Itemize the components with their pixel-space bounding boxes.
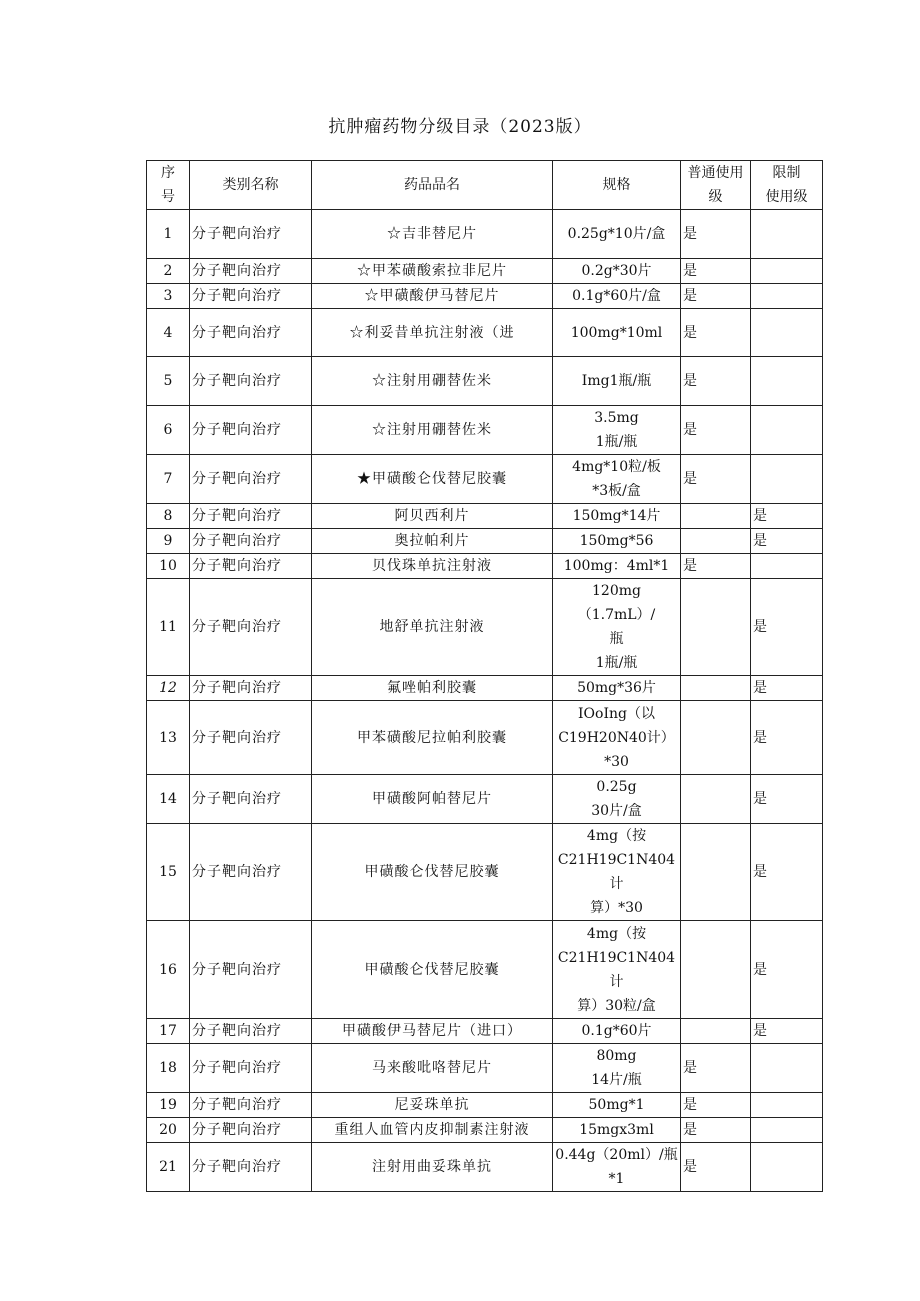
table-row [147,775,823,824]
table-row [147,259,823,284]
category-cell: 分子靶向治疗 [190,504,312,529]
restricted-level-cell: 是 [751,504,823,529]
category-cell: 分子靶向治疗 [190,1118,312,1143]
category-cell: 分子靶向治疗 [190,284,312,309]
row-number: 11 [147,579,190,676]
drug-name-cell: 甲磺酸仑伐替尼胶囊 [312,824,553,921]
spec-cell: 0.25g 30片/盒 [553,775,681,824]
row-number: 10 [147,554,190,579]
general-level-cell [681,921,751,1019]
category-cell: 分子靶向治疗 [190,1093,312,1118]
drug-name-cell: 阿贝西利片 [312,504,553,529]
row-number: 4 [147,309,190,357]
restricted-level-cell [751,309,823,357]
spec-cell: Img1瓶/瓶 [553,357,681,406]
restricted-level-cell [751,1044,823,1093]
drug-name-cell: ☆甲磺酸伊马替尼片 [312,284,553,309]
drug-name-cell: 甲磺酸仑伐替尼胶囊 [312,921,553,1019]
row-number: 21 [147,1143,190,1192]
category-cell: 分子靶向治疗 [190,210,312,259]
spec-cell: 50mg*36片 [553,676,681,701]
category-cell: 分子靶向治疗 [190,921,312,1019]
table-row [147,357,823,406]
row-number: 1 [147,210,190,259]
restricted-level-cell: 是 [751,579,823,676]
general-level-cell: 是 [681,1044,751,1093]
spec-cell: 0.1g*60片/盒 [553,284,681,309]
drug-name-cell: ☆利妥昔单抗注射液（进 [312,309,553,357]
row-number: 15 [147,824,190,921]
row-number: 8 [147,504,190,529]
table-row [147,1118,823,1143]
spec-cell: 4mg*10粒/板 *3板/盒 [553,455,681,504]
category-cell: 分子靶向治疗 [190,775,312,824]
spec-cell: 150mg*14片 [553,504,681,529]
category-cell: 分子靶向治疗 [190,824,312,921]
row-number: 17 [147,1019,190,1044]
drug-name-cell: 尼妥珠单抗 [312,1093,553,1118]
general-level-cell [681,504,751,529]
table-row [147,579,823,676]
spec-cell: 3.5mg 1瓶/瓶 [553,406,681,455]
spec-cell: 15mgx3ml [553,1118,681,1143]
restricted-level-cell [751,284,823,309]
general-level-cell: 是 [681,455,751,504]
spec-cell: 0.44g（20ml）/瓶 *1 [553,1143,681,1192]
table-row [147,1093,823,1118]
spec-cell: IOoIng（以 C19H20N40计） *30 [553,701,681,775]
drug-catalog-table [146,160,823,1192]
table-body [147,210,823,1192]
restricted-level-cell [751,1093,823,1118]
drug-name-cell: 马来酸吡咯替尼片 [312,1044,553,1093]
drug-name-cell: 贝伐珠单抗注射液 [312,554,553,579]
general-level-cell: 是 [681,259,751,284]
category-cell: 分子靶向治疗 [190,676,312,701]
general-level-cell [681,701,751,775]
spec-cell: 100mg*10ml [553,309,681,357]
drug-name-cell: 甲苯磺酸尼拉帕利胶囊 [312,701,553,775]
restricted-level-cell: 是 [751,701,823,775]
restricted-level-cell [751,210,823,259]
spec-cell: 50mg*1 [553,1093,681,1118]
drug-name-cell: 重组人血管内皮抑制素注射液 [312,1118,553,1143]
drug-name-cell: ☆甲苯磺酸索拉非尼片 [312,259,553,284]
category-cell: 分子靶向治疗 [190,406,312,455]
table-row [147,309,823,357]
general-level-cell: 是 [681,1093,751,1118]
category-cell: 分子靶向治疗 [190,259,312,284]
header-drug-name: 药品品名 [312,161,553,210]
restricted-level-cell: 是 [751,824,823,921]
general-level-cell: 是 [681,1143,751,1192]
general-level-cell: 是 [681,554,751,579]
restricted-level-cell [751,455,823,504]
drug-name-cell: ☆注射用硼替佐米 [312,357,553,406]
category-cell: 分子靶向治疗 [190,701,312,775]
table-row [147,1143,823,1192]
category-cell: 分子靶向治疗 [190,579,312,676]
table-row [147,284,823,309]
row-number: 20 [147,1118,190,1143]
row-number: 13 [147,701,190,775]
table-row [147,554,823,579]
table-row [147,1019,823,1044]
row-number: 9 [147,529,190,554]
header-seq: 序 号 [147,161,190,210]
spec-cell: 80mg 14片/瓶 [553,1044,681,1093]
row-number: 2 [147,259,190,284]
category-cell: 分子靶向治疗 [190,1019,312,1044]
category-cell: 分子靶向治疗 [190,455,312,504]
general-level-cell: 是 [681,357,751,406]
restricted-level-cell [751,259,823,284]
category-cell: 分子靶向治疗 [190,529,312,554]
drug-name-cell: 注射用曲妥珠单抗 [312,1143,553,1192]
row-number: 3 [147,284,190,309]
header-general-level: 普通使用 级 [681,161,751,210]
general-level-cell: 是 [681,1118,751,1143]
drug-name-cell: ☆吉非替尼片 [312,210,553,259]
table-row [147,210,823,259]
spec-cell: 150mg*56 [553,529,681,554]
general-level-cell: 是 [681,284,751,309]
table-row [147,455,823,504]
table-row [147,676,823,701]
general-level-cell [681,824,751,921]
row-number: 14 [147,775,190,824]
table-row [147,406,823,455]
restricted-level-cell [751,1143,823,1192]
table-header-row [147,161,823,210]
table-row [147,921,823,1019]
drug-name-cell: 甲磺酸阿帕替尼片 [312,775,553,824]
row-number: 12 [147,676,190,701]
row-number: 5 [147,357,190,406]
category-cell: 分子靶向治疗 [190,309,312,357]
category-cell: 分子靶向治疗 [190,1044,312,1093]
category-cell: 分子靶向治疗 [190,1143,312,1192]
table-row [147,529,823,554]
restricted-level-cell [751,406,823,455]
spec-cell: 0.25g*10片/盒 [553,210,681,259]
drug-name-cell: ★甲磺酸仑伐替尼胶囊 [312,455,553,504]
general-level-cell: 是 [681,210,751,259]
restricted-level-cell [751,554,823,579]
document-title: 抗肿瘤药物分级目录（2023版） [328,117,592,137]
drug-name-cell: 奥拉帕利片 [312,529,553,554]
drug-name-cell: 氟唑帕利胶囊 [312,676,553,701]
category-cell: 分子靶向治疗 [190,554,312,579]
drug-name-cell: 地舒单抗注射液 [312,579,553,676]
row-number: 16 [147,921,190,1019]
header-category: 类别名称 [190,161,312,210]
general-level-cell [681,579,751,676]
spec-cell: 0.1g*60片 [553,1019,681,1044]
general-level-cell [681,529,751,554]
drug-name-cell: ☆注射用硼替佐米 [312,406,553,455]
restricted-level-cell: 是 [751,529,823,554]
row-number: 6 [147,406,190,455]
table-row [147,824,823,921]
spec-cell: 4mg（按 C21H19C1N404计 算）*30 [553,824,681,921]
general-level-cell: 是 [681,309,751,357]
header-spec: 规格 [553,161,681,210]
spec-cell: 120mg（1.7mL）/ 瓶 1瓶/瓶 [553,579,681,676]
restricted-level-cell: 是 [751,775,823,824]
restricted-level-cell [751,1118,823,1143]
spec-cell: 0.2g*30片 [553,259,681,284]
row-number: 18 [147,1044,190,1093]
row-number: 19 [147,1093,190,1118]
restricted-level-cell: 是 [751,1019,823,1044]
spec-cell: 100mg：4ml*1 [553,554,681,579]
table-row [147,1044,823,1093]
restricted-level-cell [751,357,823,406]
restricted-level-cell: 是 [751,921,823,1019]
spec-cell: 4mg（按 C21H19C1N404计 算）30粒/盒 [553,921,681,1019]
restricted-level-cell: 是 [751,676,823,701]
row-number: 7 [147,455,190,504]
general-level-cell: 是 [681,406,751,455]
table-row [147,701,823,775]
general-level-cell [681,676,751,701]
table-row [147,504,823,529]
drug-name-cell: 甲磺酸伊马替尼片（进口） [312,1019,553,1044]
category-cell: 分子靶向治疗 [190,357,312,406]
general-level-cell [681,1019,751,1044]
general-level-cell [681,775,751,824]
header-restricted-level: 限制 使用级 [751,161,823,210]
